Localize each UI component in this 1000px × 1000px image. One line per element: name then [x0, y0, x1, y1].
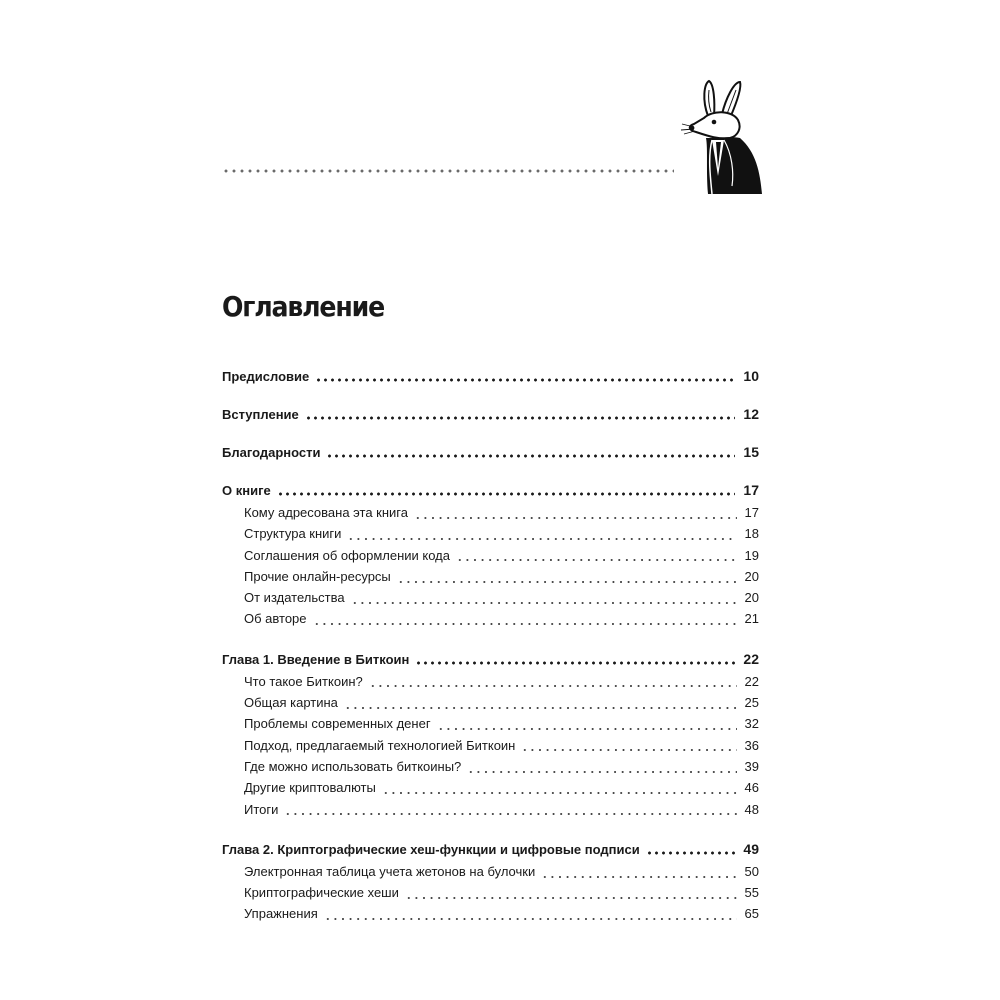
toc-subsection-entry[interactable]	[222, 802, 759, 823]
toc-subsection-entry[interactable]	[222, 759, 759, 780]
dot-leader	[351, 601, 737, 605]
toc-subsection-entry[interactable]	[222, 611, 759, 632]
toc-section-page: 22	[743, 650, 759, 667]
toc-heading: Оглавление	[222, 290, 385, 323]
dot-leader	[456, 558, 737, 562]
toc-subsection-entry[interactable]	[222, 885, 759, 906]
toc-subsection-page: 36	[744, 737, 759, 753]
toc-subsection-entry[interactable]	[222, 716, 759, 737]
toc-section-title: Глава 2. Криптографические хеш-функции и цифровые подписи	[222, 841, 640, 857]
toc-section-title: Предисловие	[222, 369, 310, 384]
dot-leader	[437, 727, 737, 731]
toc-section-page: 10	[743, 368, 759, 384]
toc-subsection-page: 20	[744, 590, 759, 606]
toc-subsection-page: 25	[744, 695, 759, 711]
toc-subsection-page: 32	[744, 716, 759, 732]
toc-subsection-title: Общая картина	[244, 695, 338, 711]
toc-section-entry[interactable]	[222, 651, 759, 671]
toc-subsection-title: Кому адресована эта книга	[244, 505, 408, 520]
dot-leader	[467, 770, 736, 774]
toc-subsection-page: 50	[744, 863, 759, 879]
toc-subsection-title: Об авторе	[244, 611, 307, 627]
table-of-contents	[222, 368, 759, 928]
dotted-header-rule	[222, 168, 674, 174]
toc-subsection-title: Другие криптовалюты	[244, 780, 376, 796]
dot-leader	[277, 492, 736, 496]
toc-subsection-entry[interactable]	[222, 780, 759, 801]
toc-subsection-title: Соглашения об оформлении кода	[244, 547, 450, 563]
dot-leader	[344, 706, 737, 710]
toc-section-page: 49	[743, 840, 759, 857]
toc-subsection-title: Что такое Биткоин?	[244, 673, 363, 689]
toc-subsection-entry[interactable]	[222, 864, 759, 885]
dot-leader	[382, 791, 737, 795]
toc-section-entry[interactable]	[222, 841, 759, 861]
toc-subsection-entry[interactable]	[222, 674, 759, 695]
toc-subsection-title: Подход, предлагаемый технологией Биткоин	[244, 737, 516, 753]
toc-subsection-title: Криптографические хеши	[244, 885, 399, 901]
toc-subsection-page: 21	[744, 611, 759, 627]
toc-subsection-page: 22	[744, 673, 759, 689]
dot-leader	[646, 851, 736, 855]
dot-leader	[324, 917, 737, 921]
toc-subsection-title: Электронная таблица учета жетонов на булочки	[244, 863, 536, 879]
toc-subsection-page: 55	[744, 885, 759, 901]
toc-subsection-title: Упражнения	[244, 906, 318, 922]
toc-subsection-entry[interactable]	[222, 738, 759, 759]
toc-subsection-page: 19	[744, 547, 759, 563]
toc-subsection-entry[interactable]	[222, 505, 759, 526]
toc-subsection-page: 46	[744, 780, 759, 796]
toc-subsection-title: Где можно использовать биткоины?	[244, 758, 462, 774]
toc-subsection-entry[interactable]	[222, 695, 759, 716]
toc-section-page: 17	[743, 482, 759, 498]
toc-subsection-list	[222, 674, 759, 823]
toc-section-entry[interactable]	[222, 444, 759, 464]
toc-section-entry[interactable]	[222, 482, 759, 502]
toc-subsection-page: 17	[744, 505, 759, 520]
dot-leader	[405, 896, 737, 900]
dot-leader	[305, 416, 736, 420]
toc-subsection-title: Итоги	[244, 801, 279, 817]
dot-leader	[369, 684, 737, 688]
toc-section-entry[interactable]	[222, 406, 759, 426]
dot-leader	[415, 661, 735, 665]
toc-subsection-title: От издательства	[244, 590, 345, 606]
toc-subsection-page: 18	[744, 526, 759, 542]
toc-section-title: Глава 1. Введение в Биткоин	[222, 651, 410, 667]
dot-leader	[347, 537, 736, 541]
dot-leader	[284, 812, 736, 816]
toc-section-title: О книге	[222, 483, 271, 498]
toc-subsection-title: Проблемы современных денег	[244, 716, 431, 732]
toc-section-entry[interactable]	[222, 368, 759, 388]
dot-leader	[414, 516, 737, 520]
toc-subsection-page: 20	[744, 568, 759, 584]
toc-section-page: 12	[743, 406, 759, 422]
toc-subsection-entry[interactable]	[222, 906, 759, 927]
toc-subsection-page: 48	[744, 801, 759, 817]
toc-subsection-page: 39	[744, 758, 759, 774]
toc-subsection-page: 65	[744, 906, 759, 922]
toc-subsection-entry[interactable]	[222, 526, 759, 547]
toc-section-title: Вступление	[222, 407, 299, 422]
toc-section-title: Благодарности	[222, 445, 321, 460]
dot-leader	[397, 580, 737, 584]
toc-subsection-entry[interactable]	[222, 548, 759, 569]
toc-subsection-entry[interactable]	[222, 569, 759, 590]
dot-leader	[541, 875, 736, 879]
toc-subsection-list	[222, 505, 759, 633]
toc-section-page: 15	[743, 444, 759, 460]
toc-subsection-list	[222, 864, 759, 928]
toc-subsection-title: Структура книги	[244, 526, 342, 542]
toc-subsection-title: Прочие онлайн-ресурсы	[244, 568, 391, 584]
dot-leader	[315, 378, 735, 382]
dot-leader	[326, 454, 735, 458]
rabbit-mascot-illustration	[678, 76, 762, 194]
dot-leader	[313, 622, 737, 626]
dot-leader	[521, 748, 736, 752]
toc-subsection-entry[interactable]	[222, 590, 759, 611]
